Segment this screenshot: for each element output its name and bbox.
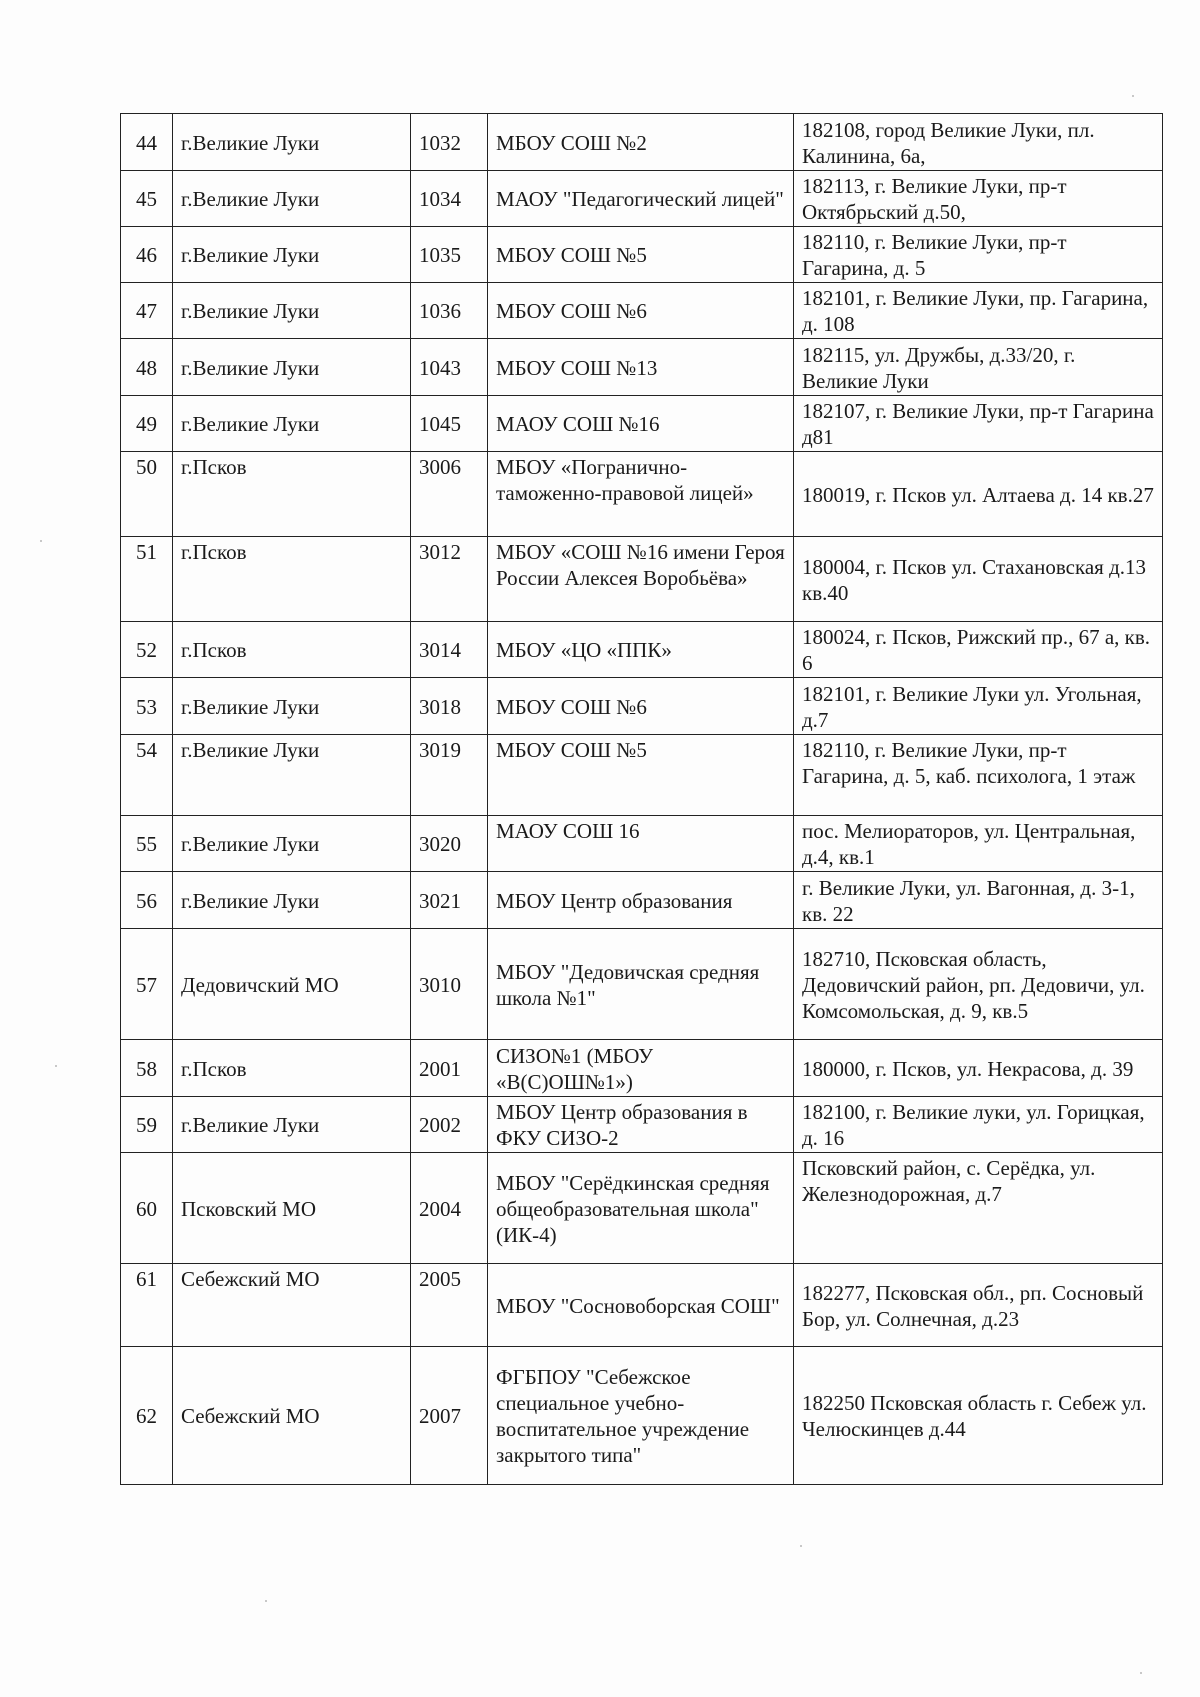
table-row xyxy=(121,929,1163,1040)
address-cell: 180024, г. Псков, Рижский пр., 67 а, кв. 6 xyxy=(794,622,1163,678)
table-row xyxy=(121,114,1163,171)
school-cell: МБОУ Центр образования xyxy=(488,872,794,929)
municipality-cell: Себежский МО xyxy=(173,1347,411,1485)
address-cell: 182108, город Великие Луки, пл. Калинина, 6а, xyxy=(794,114,1163,171)
address-cell: 182250 Псковская область г. Себеж ул. Челюскинцев д.44 xyxy=(794,1347,1163,1485)
row-number: 58 xyxy=(121,1040,173,1097)
address-cell: 182110, г. Великие Луки, пр-т Гагарина, д. 5 xyxy=(794,227,1163,283)
municipality-cell: г.Великие Луки xyxy=(173,816,411,872)
table-row xyxy=(121,1097,1163,1153)
code-cell: 3018 xyxy=(411,678,488,735)
municipality-cell: Дедовичский МО xyxy=(173,929,411,1040)
school-cell: МБОУ "Серёдкинская средняя общеобразовательная школа" (ИК-4) xyxy=(488,1153,794,1264)
row-number: 50 xyxy=(121,452,173,537)
row-number: 56 xyxy=(121,872,173,929)
row-number: 59 xyxy=(121,1097,173,1153)
municipality-cell: г.Великие Луки xyxy=(173,396,411,452)
school-cell: МБОУ «ЦО «ППК» xyxy=(488,622,794,678)
school-cell: МБОУ СОШ №2 xyxy=(488,114,794,171)
address-cell: 180000, г. Псков, ул. Некрасова, д. 39 xyxy=(794,1040,1163,1097)
code-cell: 3014 xyxy=(411,622,488,678)
code-cell: 3010 xyxy=(411,929,488,1040)
school-cell: МБОУ СОШ №13 xyxy=(488,339,794,396)
row-number: 62 xyxy=(121,1347,173,1485)
municipality-cell: г.Псков xyxy=(173,1040,411,1097)
school-cell: МБОУ "Дедовичская средняя школа №1" xyxy=(488,929,794,1040)
municipality-cell: г.Псков xyxy=(173,537,411,622)
address-cell: 182101, г. Великие Луки ул. Угольная, д.7 xyxy=(794,678,1163,735)
municipality-cell: Себежский МО xyxy=(173,1264,411,1347)
school-cell: МБОУ «СОШ №16 имени Героя России Алексея Воробьёва» xyxy=(488,537,794,622)
schools-table xyxy=(120,113,1163,1485)
table-row xyxy=(121,1347,1163,1485)
code-cell: 2005 xyxy=(411,1264,488,1347)
code-cell: 3006 xyxy=(411,452,488,537)
code-cell: 1036 xyxy=(411,283,488,339)
table-row xyxy=(121,339,1163,396)
table-row xyxy=(121,396,1163,452)
table-body xyxy=(121,114,1163,1485)
address-cell: 182101, г. Великие Луки, пр. Гагарина, д. 108 xyxy=(794,283,1163,339)
row-number: 53 xyxy=(121,678,173,735)
municipality-cell: г.Великие Луки xyxy=(173,171,411,227)
municipality-cell: г.Великие Луки xyxy=(173,227,411,283)
code-cell: 3012 xyxy=(411,537,488,622)
address-cell: 182100, г. Великие луки, ул. Горицкая, д. 16 xyxy=(794,1097,1163,1153)
table-row xyxy=(121,283,1163,339)
school-cell: МБОУ СОШ №6 xyxy=(488,283,794,339)
school-cell: МБОУ «Погранично-таможенно-правовой лицей» xyxy=(488,452,794,537)
municipality-cell: г.Псков xyxy=(173,622,411,678)
address-cell: 182110, г. Великие Луки, пр-т Гагарина, д. 5, каб. психолога, 1 этаж xyxy=(794,735,1163,816)
row-number: 51 xyxy=(121,537,173,622)
scan-speck xyxy=(40,540,42,542)
table-row xyxy=(121,872,1163,929)
municipality-cell: Псковский МО xyxy=(173,1153,411,1264)
address-cell: 182107, г. Великие Луки, пр-т Гагарина д81 xyxy=(794,396,1163,452)
code-cell: 1032 xyxy=(411,114,488,171)
row-number: 55 xyxy=(121,816,173,872)
code-cell: 1035 xyxy=(411,227,488,283)
code-cell: 3019 xyxy=(411,735,488,816)
code-cell: 3021 xyxy=(411,872,488,929)
municipality-cell: г.Великие Луки xyxy=(173,872,411,929)
code-cell: 2004 xyxy=(411,1153,488,1264)
scan-speck xyxy=(1140,1672,1142,1674)
table-row xyxy=(121,1264,1163,1347)
row-number: 44 xyxy=(121,114,173,171)
code-cell: 3020 xyxy=(411,816,488,872)
school-cell: МАОУ СОШ 16 xyxy=(488,816,794,872)
municipality-cell: г.Великие Луки xyxy=(173,678,411,735)
row-number: 60 xyxy=(121,1153,173,1264)
municipality-cell: г.Великие Луки xyxy=(173,283,411,339)
row-number: 57 xyxy=(121,929,173,1040)
code-cell: 2007 xyxy=(411,1347,488,1485)
scan-speck xyxy=(1132,95,1134,97)
table-row xyxy=(121,1040,1163,1097)
code-cell: 2001 xyxy=(411,1040,488,1097)
table-row xyxy=(121,735,1163,816)
row-number: 61 xyxy=(121,1264,173,1347)
table-row xyxy=(121,452,1163,537)
table-row xyxy=(121,678,1163,735)
municipality-cell: г.Великие Луки xyxy=(173,1097,411,1153)
address-cell: Псковский район, с. Серёдка, ул. Железнодорожная, д.7 xyxy=(794,1153,1163,1264)
row-number: 52 xyxy=(121,622,173,678)
code-cell: 2002 xyxy=(411,1097,488,1153)
municipality-cell: г.Великие Луки xyxy=(173,339,411,396)
scan-speck xyxy=(800,1545,802,1547)
row-number: 54 xyxy=(121,735,173,816)
address-cell: 180019, г. Псков ул. Алтаева д. 14 кв.27 xyxy=(794,452,1163,537)
address-cell: 182710, Псковская область, Дедовичский район, рп. Дедовичи, ул. Комсомольская, д. 9, кв.5 xyxy=(794,929,1163,1040)
school-cell: МБОУ Центр образования в ФКУ СИЗО-2 xyxy=(488,1097,794,1153)
table-row xyxy=(121,171,1163,227)
address-cell: 182115, ул. Дружбы, д.33/20, г. Великие Луки xyxy=(794,339,1163,396)
school-cell: МАОУ СОШ №16 xyxy=(488,396,794,452)
school-cell: СИЗО№1 (МБОУ «В(С)ОШ№1») xyxy=(488,1040,794,1097)
table-row xyxy=(121,622,1163,678)
row-number: 49 xyxy=(121,396,173,452)
municipality-cell: г.Псков xyxy=(173,452,411,537)
address-cell: г. Великие Луки, ул. Вагонная, д. 3-1, кв. 22 xyxy=(794,872,1163,929)
municipality-cell: г.Великие Луки xyxy=(173,735,411,816)
table-row xyxy=(121,227,1163,283)
school-cell: МБОУ СОШ №6 xyxy=(488,678,794,735)
table-row xyxy=(121,1153,1163,1264)
code-cell: 1045 xyxy=(411,396,488,452)
scan-speck xyxy=(265,1600,267,1602)
code-cell: 1034 xyxy=(411,171,488,227)
scan-speck xyxy=(55,1065,57,1067)
row-number: 47 xyxy=(121,283,173,339)
code-cell: 1043 xyxy=(411,339,488,396)
table-row xyxy=(121,537,1163,622)
school-cell: МБОУ СОШ №5 xyxy=(488,227,794,283)
address-cell: 180004, г. Псков ул. Стахановская д.13 кв.40 xyxy=(794,537,1163,622)
school-cell: ФГБПОУ "Себежское специальное учебно-воспитательное учреждение закрытого типа" xyxy=(488,1347,794,1485)
municipality-cell: г.Великие Луки xyxy=(173,114,411,171)
address-cell: 182113, г. Великие Луки, пр-т Октябрьский д.50, xyxy=(794,171,1163,227)
school-cell: МАОУ "Педагогический лицей" xyxy=(488,171,794,227)
address-cell: пос. Мелиораторов, ул. Центральная, д.4, кв.1 xyxy=(794,816,1163,872)
row-number: 46 xyxy=(121,227,173,283)
address-cell: 182277, Псковская обл., рп. Сосновый Бор, ул. Солнечная, д.23 xyxy=(794,1264,1163,1347)
row-number: 45 xyxy=(121,171,173,227)
row-number: 48 xyxy=(121,339,173,396)
table-row xyxy=(121,816,1163,872)
school-cell: МБОУ СОШ №5 xyxy=(488,735,794,816)
school-cell: МБОУ "Сосновоборская СОШ" xyxy=(488,1264,794,1347)
